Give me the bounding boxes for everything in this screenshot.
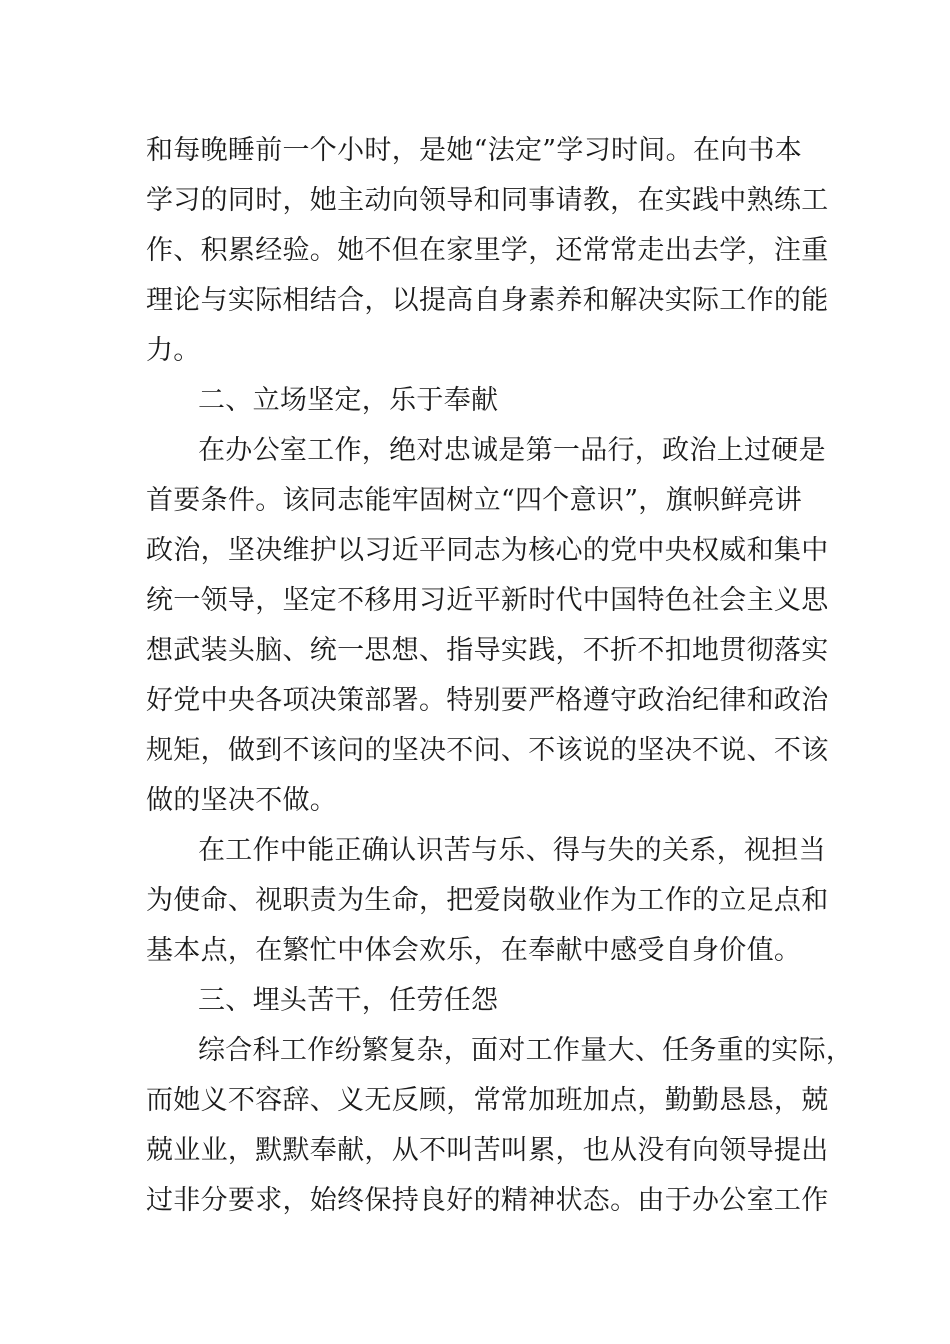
- paragraph: [146, 126, 829, 376]
- text-line: 好党中央各项决策部署。特别要严格遵守政治纪律和政治: [146, 685, 829, 716]
- text-line: 力。: [146, 335, 201, 366]
- text-line: 理论与实际相结合，以提高自身素养和解决实际工作的能: [146, 285, 829, 316]
- text-line: 想武装头脑、统一思想、指导实践，不折不扣地贯彻落实: [146, 635, 829, 666]
- document-body: [146, 126, 854, 1226]
- section-heading: 二、立场坚定，乐于奉献: [198, 385, 499, 416]
- text-line: 首要条件。该同志能牢固树立“四个意识”，旗帜鲜亮讲: [146, 485, 803, 516]
- text-line: 学习的同时，她主动向领导和同事请教，在实践中熟练工: [146, 185, 829, 216]
- text-line: 而她义不容辞、义无反顾，常常加班加点，勤勤恳恳，兢: [146, 1085, 829, 1116]
- text-line: 过非分要求，始终保持良好的精神状态。由于办公室工作: [146, 1185, 829, 1216]
- text-line: 综合科工作纷繁复杂，面对工作量大、任务重的实际，: [198, 1035, 854, 1066]
- text-line: 做的坚决不做。: [146, 785, 338, 816]
- text-line: 为使命、视职责为生命，把爱岗敬业作为工作的立足点和: [146, 885, 829, 916]
- paragraph: [146, 1026, 854, 1226]
- paragraph: [146, 426, 829, 826]
- text-line: 统一领导，坚定不移用习近平新时代中国特色社会主义思: [146, 585, 829, 616]
- text-line: 政治，坚决维护以习近平同志为核心的党中央权威和集中: [146, 535, 829, 566]
- paragraph: [146, 826, 829, 976]
- text-line: 基本点，在繁忙中体会欢乐，在奉献中感受自身价值。: [146, 935, 802, 966]
- text-line: 兢业业，默默奉献，从不叫苦叫累，也从没有向领导提出: [146, 1135, 829, 1166]
- text-line: 规矩，做到不该问的坚决不问、不该说的坚决不说、不该: [146, 735, 829, 766]
- text-line: 在办公室工作，绝对忠诚是第一品行，政治上过硬是: [198, 435, 826, 466]
- section-heading: 三、埋头苦干，任劳任怨: [198, 985, 499, 1016]
- text-line: 和每晚睡前一个小时，是她“法定”学习时间。在向书本: [146, 135, 803, 166]
- text-line: 作、积累经验。她不但在家里学，还常常走出去学，注重: [146, 235, 829, 266]
- text-line: 在工作中能正确认识苦与乐、得与失的关系，视担当: [198, 835, 826, 866]
